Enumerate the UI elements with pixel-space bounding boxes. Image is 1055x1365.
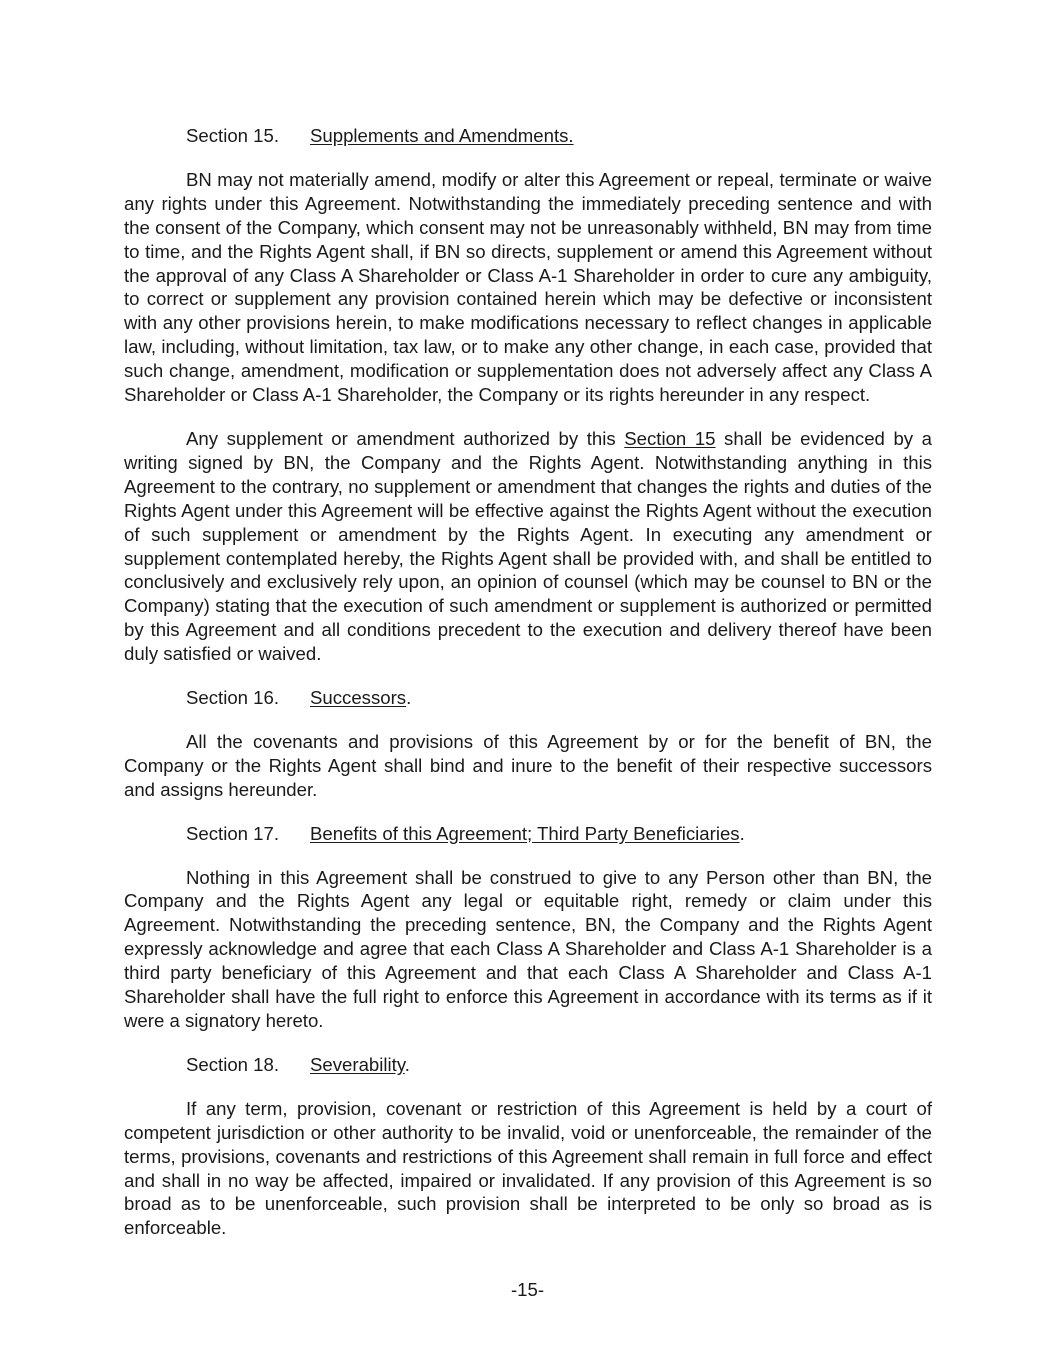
section-17-heading xyxy=(124,822,932,846)
section-17-paragraph-1: Nothing in this Agreement shall be construed to give to any Person other than BN, the Company and the Rights Agent any legal or equitable right, remedy or claim under this Agreement. Notwithstanding the preceding sentence, BN, the Company and the Rights Agent expressly acknowledge and agree that each Class A Shareholder and Class A-1 Shareholder is a third party beneficiary of this Agreement and that each Class A Shareholder and Class A-1 Shareholder shall have the full right to enforce this Agreement in accordance with its terms as if it were a signatory hereto. xyxy=(124,866,932,1031)
section-17-title: Benefits of this Agreement; Third Party Beneficiaries xyxy=(310,822,740,844)
document-page xyxy=(124,124,932,1260)
section-15-paragraph-1: BN may not materially amend, modify or alter this Agreement or repeal, terminate or waive any rights under this Agreement. Notwithstanding the immediately preceding sentence and with the consent of the Company, which consent may not be unreasonably withheld, BN may from time to time, and the Rights Agent shall, if BN so directs, supplement or amend this Agreement without the approval of any Class A Shareholder or Class A-1 Shareholder in order to cure any ambiguity, to correct or supplement any provision contained herein which may be defective or inconsistent with any other provisions herein, to make modifications necessary to reflect changes in applicable law, including, without limitation, tax law, or to make any other change, in each case, provided that such change, amendment, modification or supplementation does not adversely affect any Class A Shareholder or Class A-1 Shareholder, the Company or its rights hereunder in any respect. xyxy=(124,168,932,406)
section-17-title-period: . xyxy=(739,822,745,844)
section-18-title-period: . xyxy=(404,1053,410,1075)
section-16-number: Section 16. xyxy=(186,687,280,709)
section-16-heading xyxy=(124,686,932,710)
section-16-title: Successors xyxy=(310,687,407,709)
section-17-number: Section 17. xyxy=(186,822,280,844)
section-15-heading xyxy=(124,124,932,148)
section-15-cross-reference: Section 15 xyxy=(624,427,716,449)
section-18-number: Section 18. xyxy=(186,1053,280,1075)
section-16-title-period: . xyxy=(406,687,412,709)
page-number: -15- xyxy=(510,1279,545,1300)
section-15-paragraph-2 xyxy=(124,427,932,666)
section-15-number: Section 15. xyxy=(186,125,280,146)
section-18-title: Severability xyxy=(310,1053,405,1075)
section-16-paragraph-1: All the covenants and provisions of this Agreement by or for the benefit of BN, the Company or the Rights Agent shall bind and inure to the benefit of their respective successors and assigns hereunder. xyxy=(124,730,932,800)
section-15-paragraph-2-body: shall be evidenced by a writing signed by BN, the Company and the Rights Agent. Notwithstanding anything in this Agreement to the contrary, no supplement or amendment that changes the rights and duties of the Rights Agent under this Agreement will be effective against the Rights Agent without the execution of such supplement or amendment by the Rights Agent. In executing any amendment or supplement contemplated hereby, the Rights Agent shall be provided with, and shall be entitled to conclusively and exclusively rely upon, an opinion of counsel (which may be counsel to BN or the Company) stating that the execution of such amendment or supplement is authorized or permitted by this Agreement and all conditions precedent to the execution and delivery thereof have been duly satisfied or waived. xyxy=(124,427,932,665)
section-15-paragraph-2-lead: Any supplement or amendment authorized by this xyxy=(186,427,625,449)
section-18-paragraph-1: If any term, provision, covenant or restriction of this Agreement is held by a court of competent jurisdiction or other authority to be invalid, void or unenforceable, the remainder of the terms, provisions, covenants and restrictions of this Agreement shall remain in full force and effect and shall in no way be affected, impaired or invalidated. If any provision of this Agreement is so broad as to be unenforceable, such provision shall be interpreted to be only so broad as is enforceable. xyxy=(124,1097,932,1239)
section-18-heading xyxy=(124,1053,932,1077)
section-15-title: Supplements and Amendments. xyxy=(310,125,574,146)
